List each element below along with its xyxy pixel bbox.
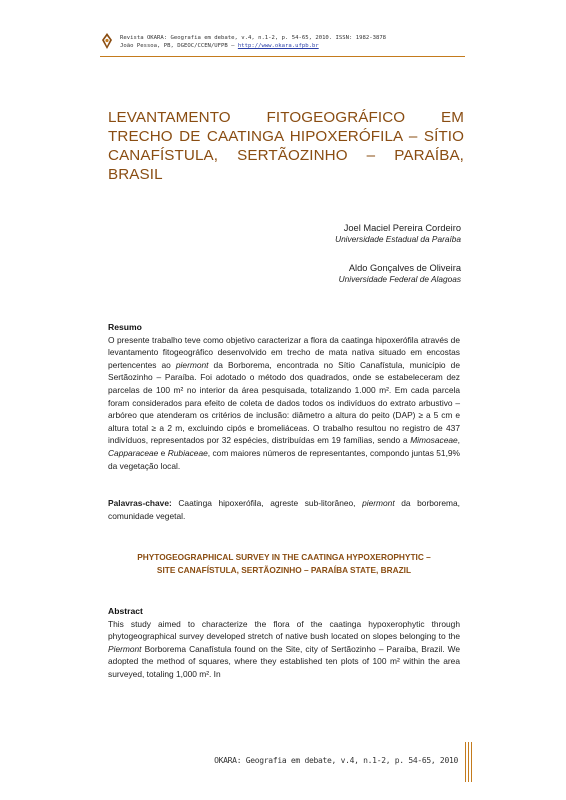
resumo-heading: Resumo [108,322,142,332]
journal-url-link[interactable]: http://www.okara.ufpb.br [237,43,319,49]
author-name: Aldo Gonçalves de Oliveira [348,263,461,273]
abstract-part-2: Borborema Canafístula found on the Site, city of Sertãozinho – Paraíba, Brazil. We adopted the method of squares, where they established ten plots of 100 m² within the area surveyed, totaling 1,000 m². In [108,643,460,679]
title-line-1: LEVANTAMENTO FITOGEOGRÁFICO EM [108,109,464,126]
author-affiliation: Universidade Estadual da Paraíba [335,234,461,244]
article-title [108,108,464,184]
page-footer: OKARA: Geografia em debate, v.4, n.1-2, p. 54-65, 2010 [214,756,458,765]
english-title [108,551,460,576]
resumo-family-1: Mimosaceae [410,435,458,446]
title-line-3: CANAFÍSTULA, SERTÃOZINHO – PARAÍBA, [108,147,464,164]
english-title-line-1: PHYTOGEOGRAPHICAL SURVEY IN THE CAATINGA HYPOXEROPHYTIC – [137,552,431,562]
author-affiliation: Universidade Federal de Alagoas [338,274,461,284]
keywords-text-2: da borborema, comunidade vegetal. [108,498,460,521]
keywords-section [108,497,460,522]
title-line-4: BRASIL [108,166,163,183]
journal-location [120,42,386,50]
author-name: Joel Maciel Pereira Cordeiro [343,223,461,233]
abstract-part-1: This study aimed to characterize the flora of the caatinga hypoxerophytic through phytogeographical survey developed stretch of native bush located on slopes belonging to the [108,618,460,642]
header-divider [100,56,465,57]
resumo-part-2: da Borborema, encontrada no Sítio Canafístula, município de Sertãozinho – Paraíba. Foi adotado o método dos quadrados, onde se estabeleceram dez parcelas de 100 m² no interior da área pesquisada, totalizando 1.000 m². Em cada parcela foram considerados para efeito de coleta de dados todos os indivíduos do extrato arbustivo – arbóreo que atenderam os critérios de inclusão: diâmetro a altura do peito (DAP) ≥ a 5 cm e altura total ≥ a 2 m, excluindo cipós e bromeliáceas. O trabalho resultou no registro de 437 indivíduos, representados por 32 espécies, distribuídas em 19 famílias, sendo a [108,359,460,446]
resumo-separator-2: e [158,447,168,458]
abstract-text [108,618,460,681]
keywords-label: Palavras-chave: [108,498,172,508]
resumo-part-3: , com maiores números de representantes, compondo juntas 51,9% da vegetação local. [108,447,461,471]
journal-location-text: João Pessoa, PB, DGEOC/CCEN/UFPB – [120,43,238,49]
journal-logo-icon [100,32,114,50]
resumo-part-1: O presente trabalho teve como objetivo caracterizar a flora da caatinga hipoxerófila através de levantamento fitogeográfico desenvolvido em trecho de mata nativa situado em encostas pertencentes ao [108,334,460,370]
resumo-family-2: Capparaceae [108,447,159,458]
resumo-term-piermont: piermont [175,359,209,370]
keywords-text-1: Caatinga hipoxerófila, agreste sub-litorâneo, [171,498,363,508]
keywords-term-piermont: piermont [362,498,395,508]
english-title-line-2: SITE CANAFÍSTULA, SERTÃOZINHO – PARAÍBA STATE, BRAZIL [156,564,412,575]
journal-citation: Revista OKARA: Geografia em debate, v.4, n.1-2, p. 54-65, 2010. ISSN: 1982-3878 [120,35,387,41]
author-block-2 [339,262,461,285]
title-line-2: TRECHO DE CAATINGA HIPOXERÓFILA – SÍTIO [108,128,464,145]
author-block-1 [335,222,461,245]
journal-header [120,34,386,50]
resumo-family-3: Rubiaceae [167,447,208,458]
abstract-section [108,605,460,681]
resumo-separator-1: , [457,435,460,446]
resumo-section [108,321,460,472]
abstract-heading: Abstract [108,606,143,616]
footer-decoration-icon [464,742,474,782]
resumo-text [108,334,460,473]
abstract-term-piermont: Piermont [108,643,142,654]
